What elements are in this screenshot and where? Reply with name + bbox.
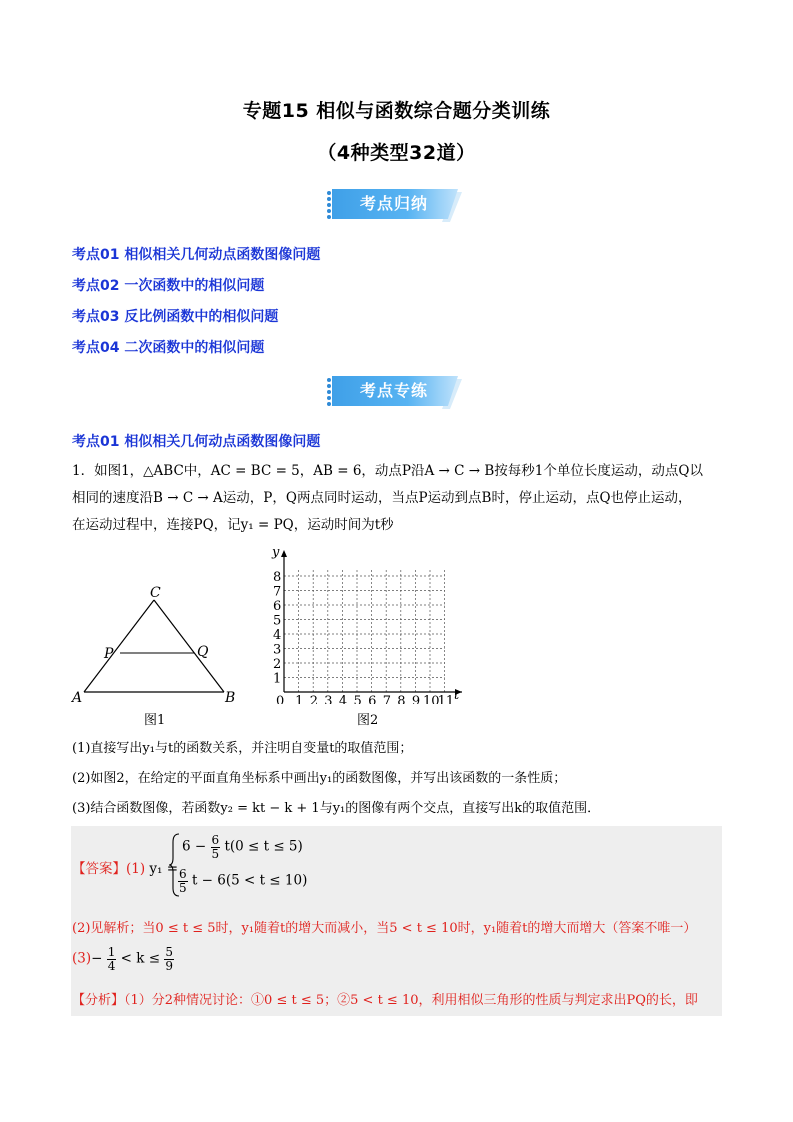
case-1-rest: t(0 ≤ t ≤ 5) [224,838,303,855]
figure-1-caption: 图1 [144,713,166,728]
case-1-num: 6 [211,833,220,847]
case-2-fraction [178,868,188,894]
x-tick-label: 10 [423,694,440,704]
label-C: C [150,585,161,601]
dots-icon [326,190,334,218]
x-tick-label: 6 [368,694,377,704]
case-1 [182,834,303,860]
x-tick-label: 9 [411,694,421,704]
label-Q: Q [197,644,209,660]
label-B: B [225,690,236,706]
x-tick-label: 7 [382,694,391,704]
y-tick-label: 1 [273,671,282,687]
x-tick-label: 3 [324,694,333,704]
frac1-den: 4 [107,958,116,973]
figure-2-caption: 图2 [357,713,379,728]
x-tick-label: 4 [338,694,348,704]
y-axis-label: y [272,546,280,560]
y1-label: y₁ = [149,861,179,877]
frac1-num: 1 [107,945,116,959]
problem-line-3: 在运动过程中，连接PQ，记y₁ = PQ，运动时间为t秒 [72,517,394,533]
question-3: (3)结合函数图像，若函数y₂ = kt − k + 1与y₁的图像有两个交点，直接写出k的取值范围． [72,801,601,816]
y-tick-label: 5 [273,613,282,629]
y-arrow-icon [281,550,287,557]
problem-line-2: 相同的速度沿B → C → A运动，P，Q两点同时运动，当点P运动到点B时，停止运动，点Q也停止运动， [72,490,692,506]
case-1-fraction [211,834,221,860]
x-tick-label: 2 [309,694,318,704]
case-1-den: 5 [211,846,220,861]
case-2-rest: t − 6(5 < t ≤ 10) [191,872,308,889]
summary-banner [326,186,462,222]
y-tick-label: 2 [273,657,282,672]
y-tick-label: 6 [273,599,282,614]
case-2 [178,868,307,894]
answer-part-3-prefix: (3) [72,950,92,967]
analysis [72,989,698,1008]
x-tick-label: 5 [353,694,362,704]
inequality-mid: < k ≤ [120,950,161,967]
answer-part-3 [72,946,174,972]
case-2-den: 5 [179,880,187,895]
answer-part-1 [72,857,178,877]
answer-part-1-prefix: (1) [126,861,146,877]
x-tick-label: 1 [295,694,304,704]
topic-item: 考点02 一次函数中的相似问题 [72,278,265,294]
label-A: A [72,690,83,706]
part-3-fraction-1 [107,946,117,972]
topic-item: 考点04 二次函数中的相似问题 [72,340,265,356]
analysis-tag: 【分析】 [72,993,125,1008]
page-subtitle: （4种类型32道） [317,142,476,164]
question-1: (1)直接写出y₁与t的函数关系，并注明自变量t的取值范围； [72,741,413,756]
y-tick-label: 3 [273,642,282,658]
case-1-int: 6 − [182,838,207,855]
answer-part-2: (2)见解析；当0 ≤ t ≤ 5时，y₁随着t的增大而减小，当5 < t ≤ 10时，y₁随着t的增大而增大（答案不唯一） [72,921,697,936]
part-3-fraction-2 [164,946,174,972]
y-tick-label: 8 [273,570,282,585]
section-heading: 考点01 相似相关几何动点函数图像问题 [72,434,321,450]
x-tick-label: 0 [276,694,285,704]
minus-sign: − [91,950,103,967]
question-2: (2)如图2，在给定的平面直角坐标系中画出y₁的函数图像，并写出该函数的一条性质； [72,771,567,786]
answer-tag: 【答案】 [72,861,126,877]
figure-2-grid [262,546,472,704]
case-2-num: 6 [179,867,187,881]
y-tick-label: 4 [273,628,282,643]
problem-line-1: 1．如图1，△ABC中，AC = BC = 5，AB = 6，动点P沿A → C → B按每秒1个单位长度运动，动点Q以 [72,463,703,479]
analysis-text: （1）分2种情况讨论：①0 ≤ t ≤ 5；②5 < t ≤ 10，利用相似三角形的性质与判定求出PQ的长，即 [124,993,698,1008]
t-axis-label: t [454,688,460,703]
y-tick-label: 7 [273,584,282,600]
topic-item: 考点01 相似相关几何动点函数图像问题 [72,247,321,263]
topic-item: 考点03 反比例函数中的相似问题 [72,309,279,325]
frac2-num: 5 [165,945,173,959]
practice-banner [326,373,462,409]
practice-banner-label: 考点专练 [359,381,428,400]
x-tick-label: 8 [397,694,406,704]
x-tick-label: 11 [437,694,455,704]
figure-1-triangle [64,580,250,706]
label-P: P [104,646,114,662]
frac2-den: 9 [165,958,173,973]
dots-icon [326,377,334,405]
page-title: 专题15 相似与函数综合题分类训练 [242,100,551,122]
summary-banner-label: 考点归纳 [359,194,428,213]
